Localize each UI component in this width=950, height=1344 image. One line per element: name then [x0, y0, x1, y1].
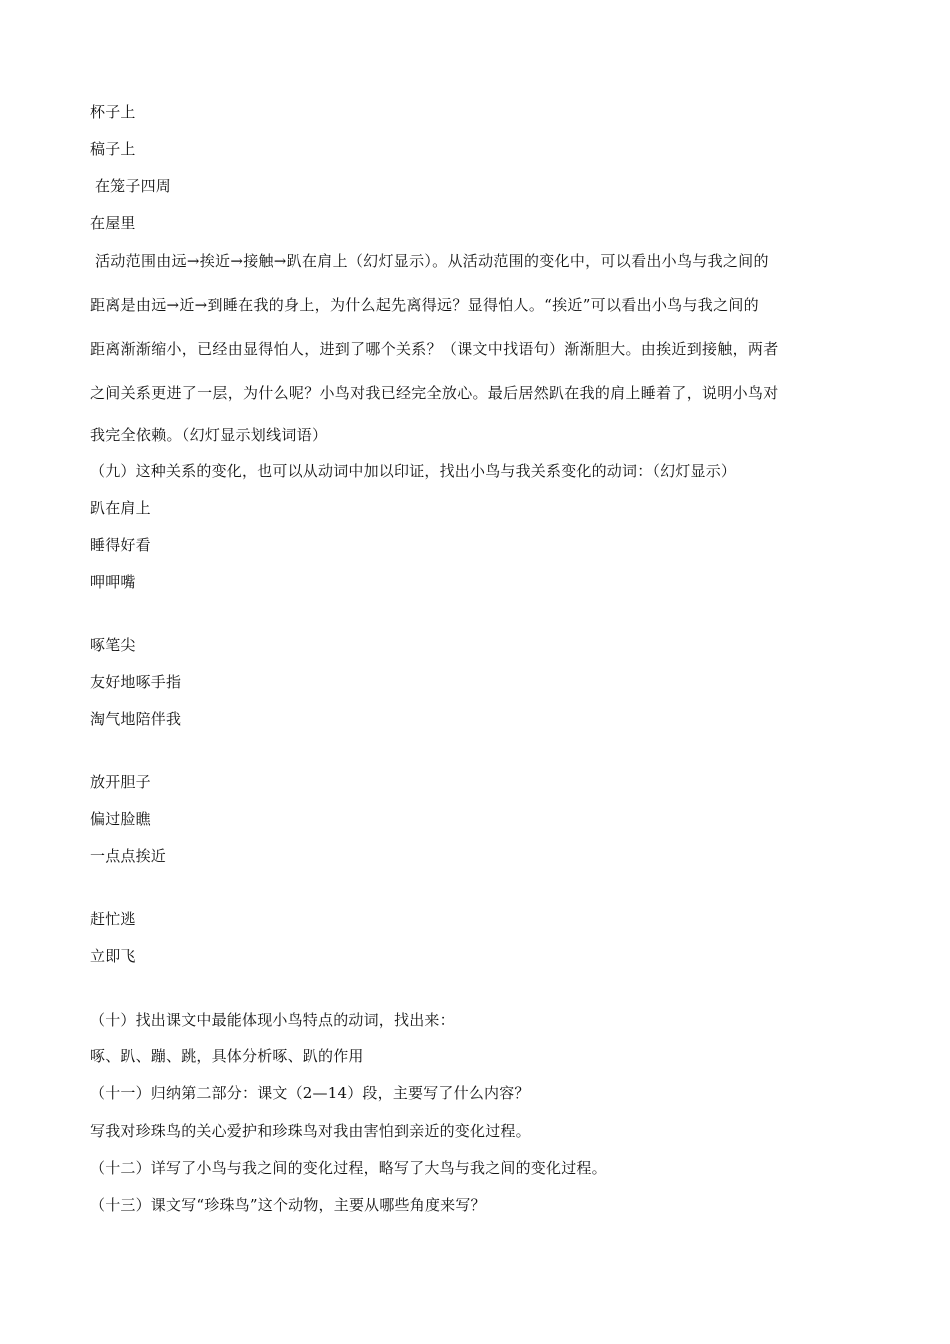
- paragraph-line: 距离是由远→近→到睡在我的身上，为什么起先离得远？显得怕人。“挨近”可以看出小鸟与我之间的: [90, 296, 759, 314]
- text-line: 淘气地陪伴我: [90, 710, 182, 728]
- text-line: 在笼子四周: [90, 177, 171, 195]
- paragraph-line: 距离渐渐缩小，已经由显得怕人，进到了哪个关系？（课文中找语句）渐渐胆大。由挨近到接触，两者: [90, 340, 779, 358]
- text-line: 写我对珍珠鸟的关心爱护和珍珠鸟对我由害怕到亲近的变化过程。: [90, 1122, 531, 1140]
- paragraph-line: 我完全依赖。（幻灯显示划线词语）: [90, 426, 328, 444]
- section-heading: （十一）归纳第二部分：课文（2—14）段，主要写了什么内容？: [90, 1084, 530, 1102]
- section-heading: （十三）课文写“珍珠鸟”这个动物，主要从哪些角度来写？: [90, 1196, 486, 1214]
- section-heading: （十二）详写了小鸟与我之间的变化过程，略写了大鸟与我之间的变化过程。: [90, 1159, 607, 1177]
- text-line: 杯子上: [90, 103, 136, 121]
- text-line: 趴在肩上: [90, 499, 151, 517]
- text-line: 偏过脸瞧: [90, 810, 151, 828]
- text-line: 呷呷嘴: [90, 573, 136, 591]
- text-line: 啄、趴、蹦、跳，具体分析啄、趴的作用: [90, 1047, 364, 1065]
- section-heading: （九）这种关系的变化，也可以从动词中加以印证，找出小鸟与我关系变化的动词：（幻灯显示）: [90, 462, 737, 480]
- text-line: 赶忙逃: [90, 910, 136, 928]
- paragraph-line: 活动范围由远→挨近→接触→趴在肩上（幻灯显示）。从活动范围的变化中，可以看出小鸟与我之间的: [90, 252, 769, 270]
- text-line: 立即飞: [90, 947, 136, 965]
- section-heading: （十）找出课文中最能体现小鸟特点的动词，找出来：: [90, 1011, 455, 1029]
- text-line: 友好地啄手指: [90, 673, 182, 691]
- paragraph-line: 之间关系更进了一层，为什么呢？小鸟对我已经完全放心。最后居然趴在我的肩上睡着了，说明小鸟对: [90, 384, 779, 402]
- text-line: 一点点挨近: [90, 847, 167, 865]
- text-line: 在屋里: [90, 214, 136, 232]
- text-line: 睡得好看: [90, 536, 151, 554]
- text-line: 放开胆子: [90, 773, 151, 791]
- text-line: 稿子上: [90, 140, 136, 158]
- text-line: 啄笔尖: [90, 636, 136, 654]
